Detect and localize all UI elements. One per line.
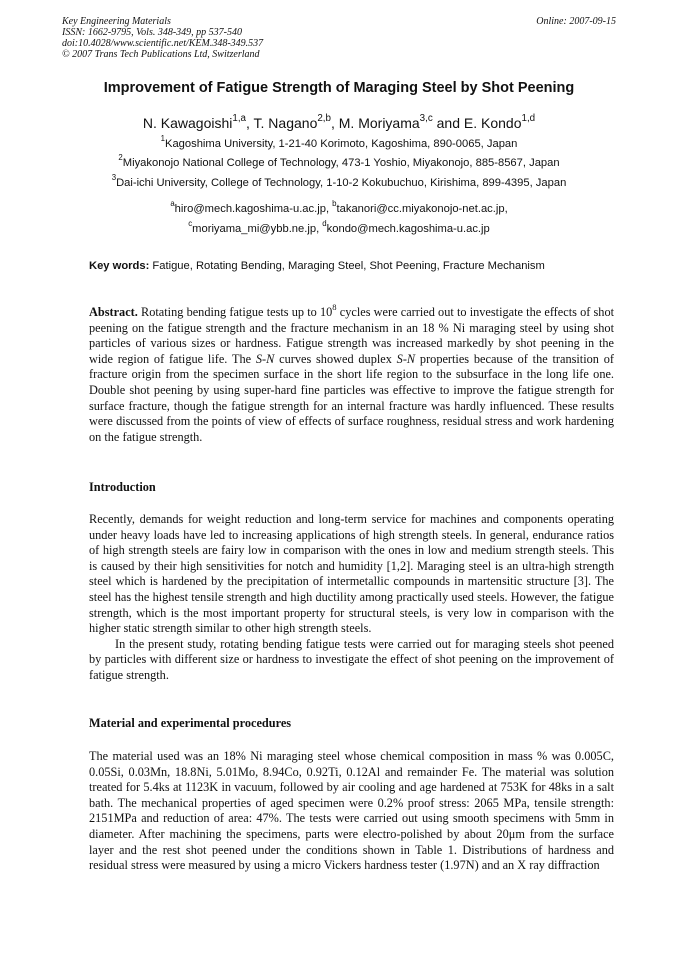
section-heading-introduction: Introduction [89,480,156,494]
methods-body [89,749,614,874]
author-superscript: 1,d [521,112,536,124]
email-line-1 [40,199,638,215]
keywords-line [89,260,616,272]
abstract-exponent: 8 [332,301,337,312]
abstract-text: cycles were carried out to investigate the effects of shot peening on the fatigue strength and the fracture mechanism in an 18 % Ni maraging steel by using shot particles of various sizes or hardness. Fatigue strength was increased markedly by shot peening in the wide region of fatigue life. The [89,305,615,366]
email-marker: c [188,219,193,229]
journal-header [62,16,616,60]
author-list [40,112,638,131]
author-name: M. Moriyama [338,115,420,131]
doi-line: doi:10.4028/www.scientific.net/KEM.348-349.537 [62,38,264,49]
affiliation-text: Miyakonojo National College of Technology, 473-1 Yoshio, Miyakonojo, 885-8567, Japan [122,157,560,169]
email-marker: b [332,199,337,209]
methods-paragraph-1: The material used was an 18% Ni maraging steel whose chemical composition in mass % was 0.005C, 0.05Si, 0.03Mn, 18.8Ni, 5.01Mo, 8.94Co, 0.92Ti, 0.12Al and remainder Fe. The material was solution treated for 5.4ks at 1123K in vacuum, followed by air cooling and age hardened at 753K for 48ks in a salt bath. The mechanical properties of aged specimen were 0.2% proof stress: 2065 MPa, tensile strength: 2151MPa and reduction of area: 47%. The tests were carried out using smooth specimens with 5mm in diameter. After machining the specimens, parts were electro-polished by about 20μm from the surface layer and the rest shot peened under the conditions shown in Table 1. Distributions of hardness and residual stress were measured by using a micro Vickers hardness tester (1.97N) and an X ray diffraction [89,749,614,873]
paper-title: Improvement of Fatigue Strength of Maraging Steel by Shot Peening [103,80,575,96]
journal-name: Key Engineering Materials [62,16,171,27]
author-superscript: 2,b [317,112,331,124]
email-b: takanori@cc.miyakonojo-net.ac.jp, [336,203,508,215]
email-c: moriyama_mi@ybb.ne.jp, [192,223,320,235]
copyright-line: © 2007 Trans Tech Publications Ltd, Switzerland [62,49,260,60]
email-marker: d [322,219,327,229]
affiliation-marker: 2 [118,153,123,163]
email-a: hiro@mech.kagoshima-u.ac.jp, [174,203,330,215]
abstract-italic: S-N [255,351,275,366]
abstract-label: Abstract. [89,305,138,319]
keywords-label: Key words: [89,260,150,272]
section-heading-methods: Material and experimental procedures [89,716,292,730]
affiliation-1 [40,134,638,150]
email-marker: a [170,199,175,209]
affiliation-text: Kagoshima University, 1-21-40 Korimoto, Kagoshima, 890-0065, Japan [164,138,518,150]
author-superscript: 1,a [232,112,246,124]
online-date: Online: 2007-09-15 [536,16,616,27]
author-name: E. Kondo [463,115,522,131]
email-d: kondo@mech.kagoshima-u.ac.jp [326,223,490,235]
author-separator: , [246,115,254,131]
issn-line: ISSN: 1662-9795, Vols. 348-349, pp 537-540 [62,27,242,38]
keywords-text: Fatigue, Rotating Bending, Maraging Steel, Shot Peening, Fracture Mechanism [152,260,545,272]
author-name: T. Nagano [253,115,318,131]
abstract-text: curves showed duplex [274,351,397,366]
abstract [89,301,615,445]
affiliation-2 [40,153,638,169]
affiliation-text: Dai-ichi University, College of Technology, 1-10-2 Kokubuchuo, Kirishima, 899-4395, Japan [116,177,567,189]
intro-paragraph-2: In the present study, rotating bending fatigue tests were carried out for maraging steels shot peened by particles with different size or hardness to investigate the effect of shot peening on the improvement of fatigue strength. [89,636,614,682]
abstract-italic: S-N [396,351,416,366]
affiliation-marker: 3 [111,173,117,183]
author-superscript: 3,c [419,112,433,124]
affiliation-marker: 1 [160,134,165,144]
affiliation-3 [40,173,638,189]
abstract-text: properties because of the transition of fracture origin from the specimen surface in the short life region to the subsurface in the long life one. Double shot peening by using super-hard fine particles was effective to improve the fatigue strength for surface fracture, though the fatigue strength for an internal fracture was hardly influenced. These results were discussed from the points of view of effects of surface roughness, residual stress and work hardening on the fatigue strength. [89,351,614,444]
introduction-body [89,512,614,684]
intro-paragraph-1: Recently, demands for weight reduction and long-term service for machines and components operating under heavy loads have led to increasing applications of high strength steels. In general, endurance ratios of high strength steels are fairy low in comparison with the ones in low and medium strength steels. This is caused by their high sensitivities for notch and humidity [1,2]. Maraging steel is an ultra-high strength steel which is hardened by the precipitation of intermetallic compounds in martensitic structure [3]. The steel has the highest tensile strength and high ductility among practically used steels. However, the fatigue strength, which is the most important property for structural steels, is very low in comparison with the higher static strength similar to other high strength steels. [89,512,614,636]
author-name: N. Kawagoishi [142,115,233,131]
author-separator: and [432,115,464,131]
abstract-text: Rotating bending fatigue tests up to 10 [141,305,333,319]
email-line-2 [40,219,638,235]
author-separator: , [330,115,339,131]
